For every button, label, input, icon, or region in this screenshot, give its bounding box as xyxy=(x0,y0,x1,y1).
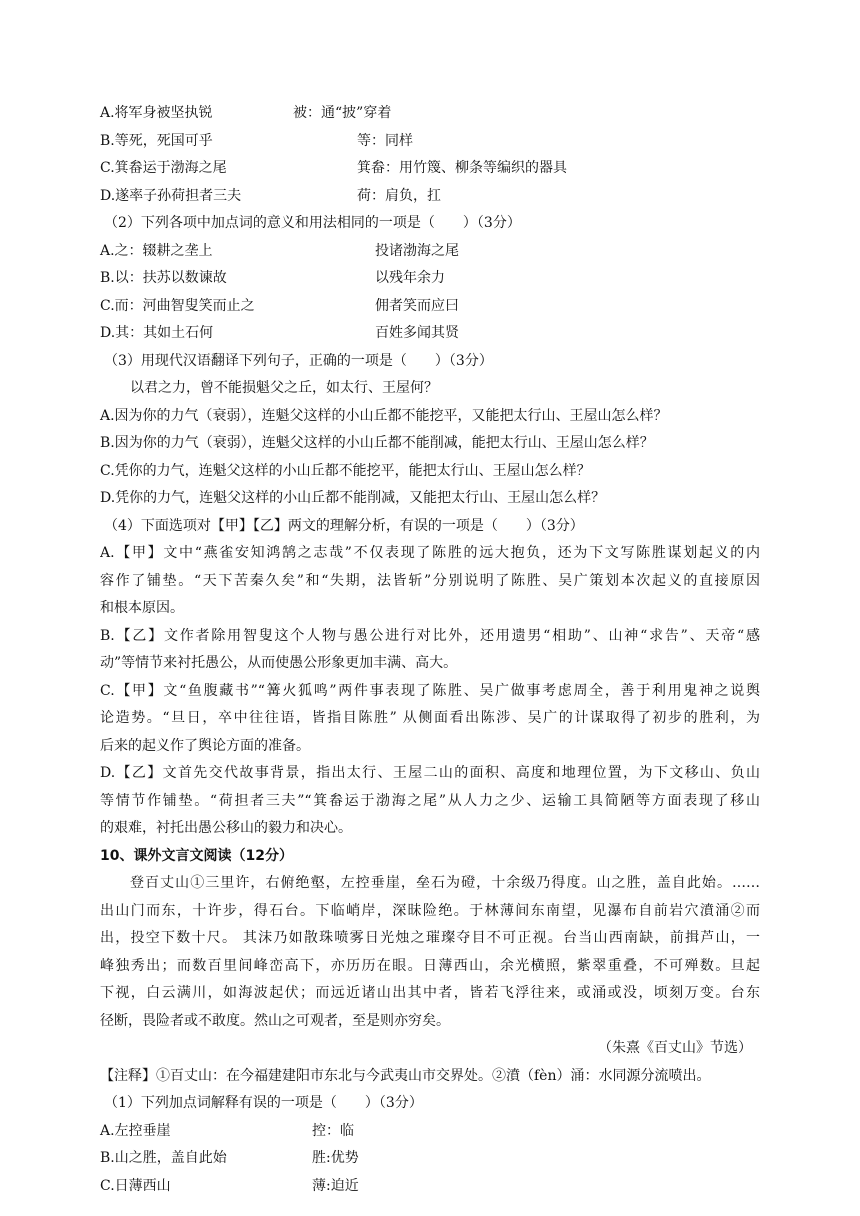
passage-line: 峰独秀出；而数百里间峰峦高下，亦历历在眼。日薄西山，余光横照，紫翠重叠，不可殚数。旦起 xyxy=(100,957,760,974)
q4-option-d-line: 等情节作铺垫。“荷担者三夫”“箕畚运于渤海之尾”从人力之少、运输工具简陋等方面表现了移山 xyxy=(100,792,760,809)
s10-q1-stem: （1）下列加点词解释有误的一项是（ ）（3分） xyxy=(104,1095,423,1111)
q2-option-d-left: D.其：其如土石何 xyxy=(100,325,214,341)
passage-line: 出山门而东，十许步，得石台。下临峭岸，深昧险绝。于林薄间东南望，见瀑布自前岩穴濆涌②而 xyxy=(100,902,760,919)
passage-line: 出，投空下数十尺。 其沫乃如散珠喷雾日光烛之璀璨夺目不可正视。台当山西南缺，前揖芦山，一 xyxy=(100,930,760,946)
passage-line: 下视，白云满川，如海波起伏；而远近诸山出其中者，皆若飞浮往来，或涌或没，顷刻万变。台东 xyxy=(100,985,760,1001)
q3-option-d: D.凭你的力气，连魁父这样的小山丘都不能削减，又能把太行山、王屋山怎么样？ xyxy=(100,490,606,506)
q3-stem: （3）用现代汉语翻译下列句子，正确的一项是（ ）（3分） xyxy=(104,352,493,369)
reading-passage xyxy=(100,870,760,1035)
q1-option-d-left: D.遂率子孙荷担者三夫 xyxy=(100,187,242,204)
q1-option-b-right: 等：同样 xyxy=(357,132,413,149)
s10-q1-option-c-right: 薄:迫近 xyxy=(312,1177,359,1194)
q2-option-d-right: 百姓多闻其贤 xyxy=(375,325,459,341)
passage-line: 登百丈山①三里许，右俯绝壑，左控垂崖，垒石为磴，十余级乃得度。山之胜，盖自此始。…… xyxy=(130,875,760,891)
q2-option-c-right: 佣者笑而应曰 xyxy=(375,297,459,314)
q1-option-d xyxy=(100,183,760,211)
passage-source: （朱熹《百丈山》节选） xyxy=(598,1040,752,1056)
q4-option-c xyxy=(100,678,760,761)
q3-sentence: 以君之力，曾不能损魁父之丘，如太行、王屋何？ xyxy=(130,380,438,396)
q4-stem: （4）下面选项对【甲】【乙】两文的理解分析，有误的一项是（ ）（3分） xyxy=(104,517,584,534)
q2-option-c xyxy=(100,293,760,321)
q2-option-b-left: B.以：扶苏以数谏故 xyxy=(100,270,227,286)
q1-option-c-right: 箕畚：用竹篾、柳条等编织的器具 xyxy=(357,160,567,176)
q1-option-b-left: B.等死，死国可乎 xyxy=(100,132,213,149)
q1-option-c-left: C.箕畚运于渤海之尾 xyxy=(100,160,227,176)
q4-option-b-line: B.【乙】文作者除用智叟这个人物与愚公进行对比外，还用遗男“相助”、山神“求告”、天帝“感 xyxy=(100,627,760,644)
q1-option-c xyxy=(100,155,760,183)
s10-q1-option-a-right: 控：临 xyxy=(312,1122,354,1139)
q2-option-a-right: 投诸渤海之尾 xyxy=(375,242,459,259)
s10-q1-option-b-left: B.山之胜，盖自此始 xyxy=(100,1150,227,1166)
q4-option-b xyxy=(100,623,760,678)
q3-option-a: A.因为你的力气（衰弱），连魁父这样的小山丘都不能挖平，又能把太行山、王屋山怎么样？ xyxy=(100,407,668,424)
s10-q1-option-b-right: 胜:优势 xyxy=(312,1150,359,1166)
q2-option-b xyxy=(100,265,760,293)
q4-option-c-line: C.【甲】文“鱼腹藏书”“篝火狐鸣”两件事表现了陈胜、吴广做事考虑周全，善于利用鬼神之说舆 xyxy=(100,682,760,699)
q1-option-d-right: 荷：肩负，扛 xyxy=(357,187,441,204)
q2-option-a xyxy=(100,238,760,266)
q4-option-c-line: 后来的起义作了舆论方面的准备。 xyxy=(100,737,310,754)
s10-q1-option-c-left: C.日薄西山 xyxy=(100,1177,171,1194)
passage-note: 【注释】①百丈山：在今福建建阳市东北与今武夷山市交界处。②濆（fèn）涌：水同源分流喷出。 xyxy=(100,1067,711,1084)
exam-page xyxy=(100,100,760,1200)
s10-q1-option-a xyxy=(100,1118,760,1146)
q4-option-a-line: A.【甲】文中“燕雀安知鸿鹄之志哉”不仅表现了陈胜的远大抱负，还为下文写陈胜谋划起义的内 xyxy=(100,545,760,561)
q4-option-c-line: 论造势。“旦日，卒中往往语，皆指目陈胜” 从侧面看出陈涉、吴广的计谋取得了初步的胜利，为 xyxy=(100,710,760,726)
q4-option-d xyxy=(100,760,760,843)
q3-option-b: B.因为你的力气（衰弱），连魁父这样的小山丘都不能削减，能把太行山、王屋山怎么样？ xyxy=(100,435,654,451)
q2-option-a-left: A.之：辍耕之垄上 xyxy=(100,242,213,259)
q2-option-d xyxy=(100,320,760,348)
q4-option-d-line: D.【乙】文首先交代故事背景，指出太行、王屋二山的面积、高度和地理位置，为下文移山、负山 xyxy=(100,765,760,781)
s10-q1-option-c xyxy=(100,1173,760,1201)
section-10-heading: 10、课外文言文阅读（12分） xyxy=(100,847,293,864)
q3-option-c: C.凭你的力气，连魁父这样的小山丘都不能挖平，能把太行山、王屋山怎么样？ xyxy=(100,462,591,479)
q1-option-a-right: 被：通“披”穿着 xyxy=(293,105,392,121)
passage-line: 径断，畏险者或不敢度。然山之可观者，至是则亦穷矣。 xyxy=(100,1012,450,1029)
q4-option-a xyxy=(100,540,760,623)
q4-option-a-line: 和根本原因。 xyxy=(100,600,184,616)
q2-option-c-left: C.而：河曲智叟笑而止之 xyxy=(100,297,255,314)
q4-option-b-line: 动”等情节来衬托愚公，从而使愚公形象更加丰满、高大。 xyxy=(100,655,458,671)
q1-option-b xyxy=(100,128,760,156)
q2-option-b-right: 以残年余力 xyxy=(375,270,445,286)
q2-stem: （2）下列各项中加点词的意义和用法相同的一项是（ ）（3分） xyxy=(104,215,521,231)
q1-option-a xyxy=(100,100,760,128)
s10-q1-option-b xyxy=(100,1145,760,1173)
q1-option-a-left: A.将军身被坚执锐 xyxy=(100,105,213,121)
q4-option-d-line: 的艰难，衬托出愚公移山的毅力和决心。 xyxy=(100,820,352,836)
q4-option-a-line: 容作了铺垫。“天下苦秦久矣”和“失期，法皆斩”分别说明了陈胜、吴广策划本次起义的直接原因 xyxy=(100,572,760,589)
s10-q1-option-a-left: A.左控垂崖 xyxy=(100,1122,171,1139)
